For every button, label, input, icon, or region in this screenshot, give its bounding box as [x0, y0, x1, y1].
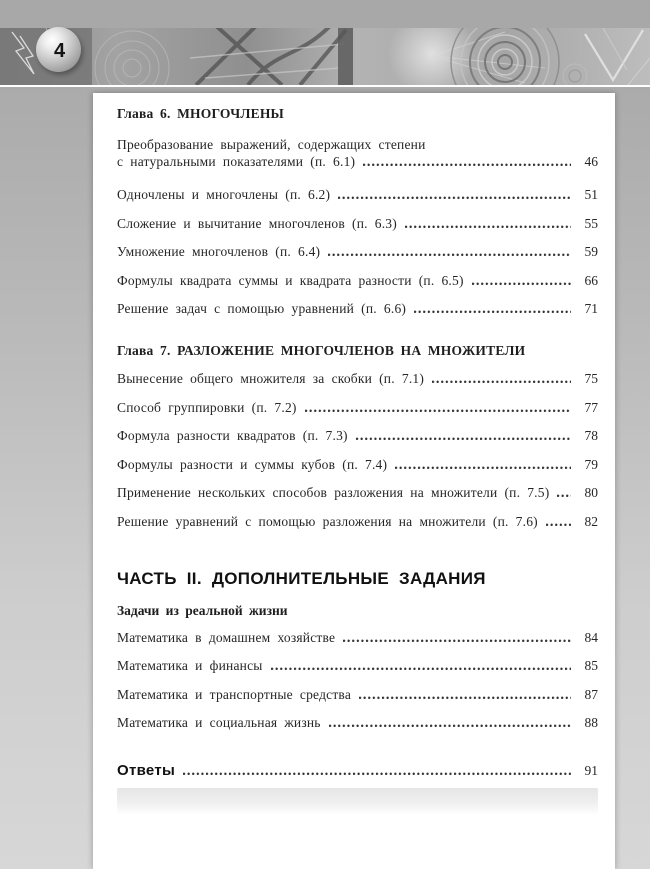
page-ref: 46 — [584, 154, 598, 169]
page-ref: 55 — [584, 215, 598, 231]
entry-row — [117, 302, 598, 316]
page-ref: 80 — [584, 485, 598, 500]
collage-artwork — [0, 28, 650, 85]
toc-section — [117, 106, 598, 316]
page-ref: 88 — [584, 715, 598, 730]
entry-title: Применение нескольких способов разложения на множители (п. 7.5) — [117, 485, 550, 500]
section-heading: Глава 7. РАЗЛОЖЕНИЕ МНОГОЧЛЕНОВ НА МНОЖИТЕЛИ — [117, 343, 526, 358]
toc-entry — [117, 429, 598, 443]
entry-title: Решение уравнений с помощью разложения на множители (п. 7.6) — [117, 513, 538, 529]
toc-entry — [117, 716, 598, 730]
section-heading: Ответы — [117, 762, 176, 779]
page-ref: 82 — [584, 513, 598, 529]
toc-entry — [117, 401, 598, 415]
dot-leader — [414, 309, 571, 313]
footer-fade-strip — [117, 788, 598, 814]
dot-leader — [472, 281, 571, 285]
dot-leader — [183, 771, 571, 775]
toc-entry — [117, 372, 598, 386]
entry-row — [117, 688, 598, 702]
header-collage-image — [0, 28, 650, 85]
entry-row — [117, 659, 598, 673]
toc-entry — [117, 458, 598, 472]
entry-row — [117, 245, 598, 259]
entry-title: Сложение и вычитание многочленов (п. 6.3) — [117, 215, 397, 231]
page-ref: 84 — [584, 629, 598, 645]
entry-row — [117, 217, 598, 231]
entry-title: с натуральными показателями (п. 6.1) — [117, 154, 356, 169]
entry-text-line: Преобразование выражений, содержащих степени — [117, 137, 426, 152]
page-margins — [0, 87, 650, 869]
toc-card — [93, 93, 615, 869]
page-ref: 87 — [584, 686, 598, 702]
dot-leader — [395, 465, 571, 469]
entry-row — [117, 429, 598, 443]
dot-leader — [328, 252, 571, 256]
dot-leader — [271, 666, 571, 670]
section-heading: Глава 6. МНОГОЧЛЕНЫ — [117, 106, 284, 121]
section-subheading: Задачи из реальной жизни — [117, 602, 288, 618]
toc-entry — [117, 486, 598, 500]
toc-entry — [117, 688, 598, 702]
entry-title: Умножение многочленов (п. 6.4) — [117, 244, 321, 259]
dot-leader — [338, 195, 571, 199]
toc-entry — [117, 515, 598, 529]
toc-section — [117, 763, 598, 779]
toc-sections — [117, 106, 598, 779]
entry-title: Решение задач с помощью уравнений (п. 6.6) — [117, 301, 407, 316]
page-ref: 85 — [584, 658, 598, 673]
dot-leader — [363, 162, 571, 166]
toc-entry — [117, 659, 598, 673]
toc-entry — [117, 245, 598, 259]
page-number-badge — [36, 27, 81, 72]
toc-entry — [117, 188, 598, 202]
entry-row — [117, 631, 598, 645]
entry-title: Одночлены и многочлены (п. 6.2) — [117, 187, 331, 202]
entry-row — [117, 716, 598, 730]
toc-section — [117, 343, 598, 529]
page-ref: 77 — [584, 399, 598, 415]
entry-title: Вынесение общего множителя за скобки (п. 7.1) — [117, 371, 425, 386]
page-number: 4 — [53, 39, 66, 62]
toc-entry — [117, 135, 598, 169]
toc-entry — [117, 217, 598, 231]
entry-row — [117, 188, 598, 202]
toc-entry — [117, 274, 598, 288]
toc-entry — [117, 631, 598, 645]
entry-title: Математика и социальная жизнь — [117, 715, 321, 730]
toc-section — [117, 569, 598, 731]
dot-leader — [343, 638, 571, 642]
toc-entry — [117, 302, 598, 316]
entry-title: Формула разности квадратов (п. 7.3) — [117, 428, 348, 443]
entry-row — [117, 372, 598, 386]
toc-answers-row — [117, 763, 598, 779]
dot-leader — [557, 493, 571, 497]
entry-title: Математика и финансы — [117, 658, 263, 673]
section-heading: ЧАСТЬ II. ДОПОЛНИТЕЛЬНЫЕ ЗАДАНИЯ — [117, 568, 486, 588]
page-ref: 51 — [584, 187, 598, 202]
dot-leader — [356, 436, 571, 440]
header-top-band — [0, 0, 650, 28]
entry-row — [117, 401, 598, 415]
dot-leader — [432, 379, 571, 383]
page-ref: 66 — [584, 272, 598, 288]
entry-row — [117, 515, 598, 529]
header-banner — [0, 0, 650, 87]
entry-title: Формулы квадрата суммы и квадрата разности (п. 6.5) — [117, 272, 464, 288]
entry-title: Формулы разности и суммы кубов (п. 7.4) — [117, 456, 388, 472]
entry-title: Математика и транспортные средства — [117, 686, 352, 702]
page-ref: 75 — [584, 371, 598, 386]
dot-leader — [546, 522, 571, 526]
page-ref: 78 — [584, 428, 598, 443]
dot-leader — [359, 695, 571, 699]
entry-row — [117, 486, 598, 500]
dot-leader — [405, 224, 571, 228]
page-ref: 59 — [584, 244, 598, 259]
entry-title: Математика в домашнем хозяйстве — [117, 629, 336, 645]
entry-row — [117, 155, 598, 169]
dot-leader — [305, 408, 571, 412]
entry-row — [117, 458, 598, 472]
dot-leader — [329, 723, 571, 727]
page-ref: 79 — [584, 456, 598, 472]
page-ref: 71 — [584, 301, 598, 316]
entry-title: Способ группировки (п. 7.2) — [117, 399, 297, 415]
entry-row — [117, 274, 598, 288]
page-ref: 91 — [584, 763, 598, 778]
